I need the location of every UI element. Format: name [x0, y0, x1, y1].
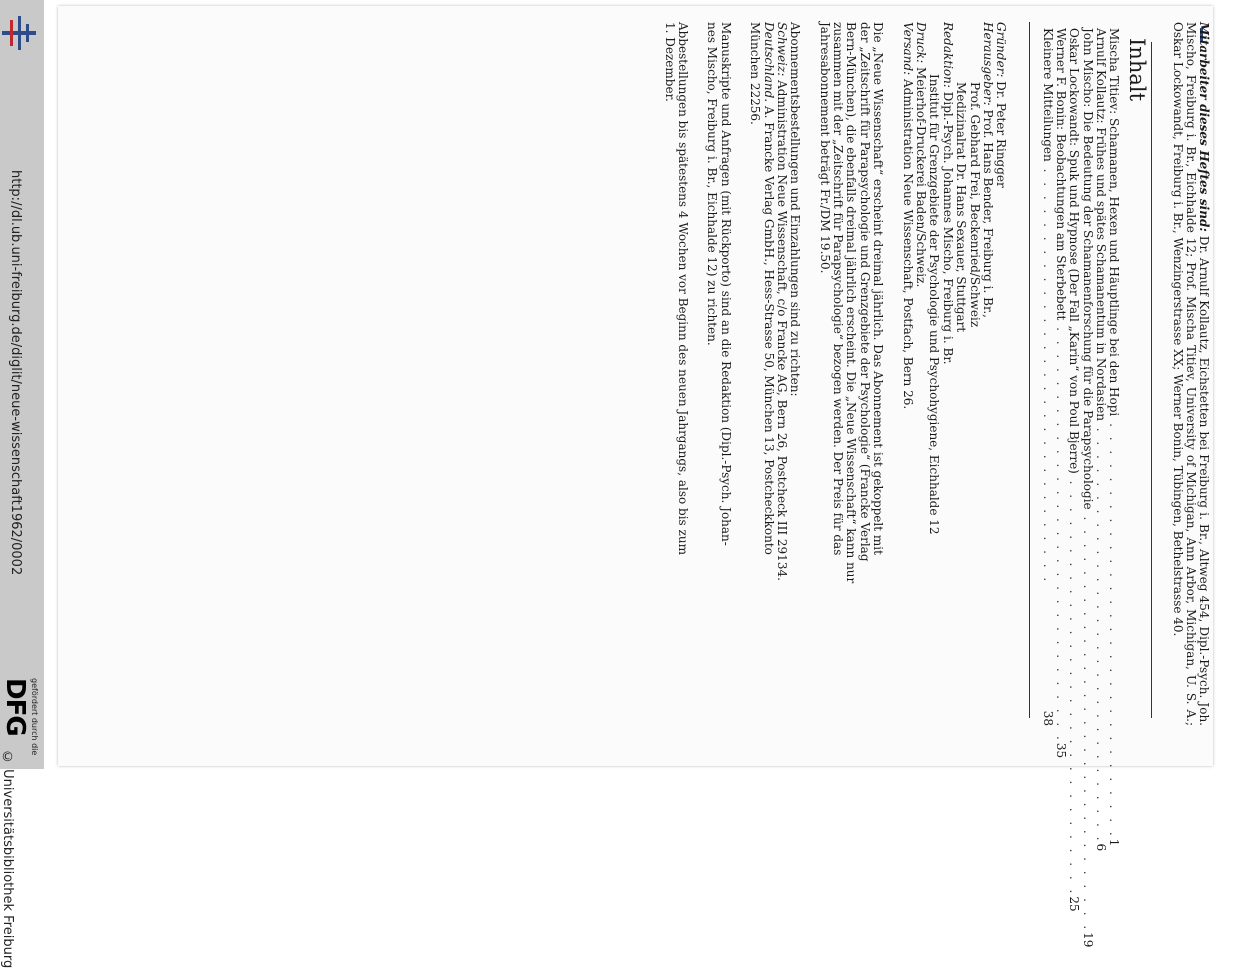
redaction-value: Institut für Grenzgebiete der Psychologie und Psychohygiene, Eichhalde 12: [927, 74, 942, 535]
toc-entry-title: Arnulf Kollautz: Frühes und spätes Schamanentum in Nordasien: [1093, 28, 1108, 421]
imprint-block: [900, 22, 1007, 726]
editor-line: [981, 22, 994, 726]
scanned-page: [58, 6, 1213, 948]
shipping-line: [900, 22, 913, 726]
contributors-lead: Mitarbeiter dieses Heftes sind:: [1197, 22, 1211, 232]
redaction-line: [940, 22, 953, 726]
contributors-paragraph: [1170, 22, 1210, 726]
toc-entry-page: 1: [1107, 838, 1122, 847]
payments-switzerland: [775, 22, 788, 726]
table-of-contents: [1040, 28, 1122, 948]
toc-entry-page: 25: [1067, 896, 1082, 912]
cancellation-line: 1. Dezember.: [662, 22, 677, 102]
print-label: Druck:: [914, 22, 929, 64]
toc-entry: [1040, 28, 1053, 726]
toc-entry: [1107, 28, 1122, 847]
toc-leader: . . . . . . . . . . . . . . . . . . . . . . . . . . . . . . .: [1093, 420, 1108, 844]
toc-entry: [1093, 28, 1108, 852]
divider-top: [1151, 42, 1152, 718]
payments-intro: Abonnementsbestellungen und Einzahlungen sind zu richten:: [788, 22, 803, 397]
toc-entry: [1054, 28, 1068, 759]
editor-value: Prof. Gebhard Frei, Beckenried/Schweiz: [967, 82, 982, 328]
print-value: Meierhof-Druckerei Baden/Schweiz.: [914, 66, 929, 288]
shipping-value: Administration Neue Wissenschaft, Postfach, Bern 26.: [900, 79, 915, 410]
toc-entry-page: 6: [1093, 843, 1108, 852]
toc-entry-title: Werner F. Bonin: Beobachtungen am Sterbebett: [1054, 28, 1068, 321]
subscription-line: zusammen mit der „Zeitschrift für Parapsychologie“ bezogen werden. Der Preis für das: [831, 22, 846, 556]
contributors-text: Dr. Arnulf Kollautz, Eichstetten bei Freiburg i. Br., Altweg 454, Dipl.-Psych. Joh. Mischo, Freiburg i. Br., Eichhalde 12; Prof. Mischa Titiev, University of Michigan, Ann Arbor, Michigan, U. S. A.; Oskar Lockowandt, Freiburg i. Br., Wenzingerstrasse XX; Werner Bonin, Tübingen, Bethelstrasse 40.: [1170, 22, 1211, 726]
library-credit: © Universitätsbibliothek Freiburg: [0, 750, 15, 968]
switzerland-label: Schweiz:: [774, 22, 789, 77]
toc-entry-page: 35: [1054, 742, 1068, 759]
subscription-line: Die „Neue Wissenschaft“ erscheint dreimal jährlich. Das Abonnement ist gekoppelt mit: [871, 22, 886, 555]
founder-label: Gründer:: [994, 22, 1009, 78]
cancellation-paragraph: [662, 22, 689, 726]
payments-germany: [761, 22, 774, 726]
toc-entry-title: Mischa Titiev: Schamanen, Hexen und Häuptlinge bei den Hopi: [1107, 28, 1122, 417]
editor-value: Medizinalrat Dr. Hans Sexauer, Stuttgart: [954, 82, 969, 333]
university-logo-icon: [0, 14, 40, 54]
toc-leader: . . . . . . . . . . . . . . . . . . . . . . . . . . . . . . .: [1054, 320, 1068, 743]
toc-entry-page: 38: [1040, 710, 1055, 726]
manuscripts-line: Manuskripte und Anfragen (mit Rückporto) sind an die Redaktion (Dipl.-Psych. Johan-: [718, 22, 733, 546]
rotated-page-content: [162, 6, 1252, 948]
funder-caption: gefördert durch die: [30, 678, 39, 756]
toc-entry-page: 19: [1080, 932, 1095, 948]
subscription-paragraph: [817, 22, 884, 726]
toc-leader: . . . . . . . . . . . . . . . . . . . . . . . . . . . . . . .: [1040, 161, 1055, 585]
toc-entry: [1080, 28, 1095, 948]
toc-leader: . . . . . . . . . . . . . . . . . . . . . . . . . . . . . . .: [1107, 416, 1122, 839]
cropped-header: [1224, 112, 1234, 726]
document-url[interactable]: http://dl.ub.uni-freiburg.de/diglit/neue-wissenschaft1962/0002: [8, 170, 23, 576]
germany-value: A. Francke Verlag GmbH., Hess-Strasse 50, München 13, Postcheckkonto: [761, 105, 776, 555]
print-line: [914, 22, 927, 726]
germany-value-cont: München 22256.: [748, 22, 763, 125]
toc-leader: . . . . . . . . . . . . . . . . . . . . . . . . . . . . . . .: [1067, 473, 1082, 897]
toc-title: Inhalt: [1125, 38, 1150, 102]
toc-leader: . . . . . . . . . . . . . . . . . . . . . . . . . . . . . . .: [1080, 509, 1095, 933]
subscription-line: Bern-München), die ebenfalls dreimal jährlich erscheint. Die „Neue Wissenschaft“ kann nur: [844, 22, 859, 584]
switzerland-value: Administration Neue Wissenschaft, c/o Francke AG, Bern 26, Postcheck III 29134.: [774, 80, 789, 581]
dfg-logo: [0, 676, 44, 769]
germany-label: Deutschland.: [761, 22, 776, 103]
toc-entry-title: John Mischo: Die Bedeutung der Schamanenforschung für die Parapsychologie: [1080, 28, 1095, 510]
toc-entry-title: Kleinere Mitteilungen: [1040, 28, 1055, 162]
redaction-value: Dipl.-Psych. Johannes Mischo, Freiburg i. Br.: [940, 91, 955, 365]
subscription-line: Jahresabonnement beträgt Fr./DM 19.50.: [817, 22, 832, 274]
editor-line: [954, 22, 967, 726]
editor-label: Herausgeber:: [981, 22, 996, 106]
toc-entry-title: Oskar Lockowandt: Spuk und Hypnose (Der Fall „Karin“ von Poul Bjerre): [1067, 28, 1082, 474]
founder-line: [994, 22, 1007, 726]
subscription-line: der „Zeitschrift für Parapsychologie und Grenzgebiete der Psychologie“ (Francke Verlag: [857, 22, 872, 562]
editor-value: Prof. Hans Bender, Freiburg i. Br.,: [981, 109, 996, 318]
divider-bottom: [1029, 22, 1030, 718]
payments-paragraph: [748, 22, 802, 726]
editor-line: [967, 22, 980, 726]
manuscripts-paragraph: [705, 22, 732, 726]
cancellation-line: Abbestellungen bis spätestens 4 Wochen vor Beginn des neuen Jahrgangs, also bis zum: [675, 22, 690, 555]
redaction-line: [927, 22, 940, 726]
toc-entry: [1067, 28, 1082, 912]
dfg-logo-text: DFG: [0, 678, 30, 736]
manuscripts-line: nes Mischo, Freiburg i. Br., Eichhalde 12) zu richten.: [705, 22, 720, 346]
shipping-label: Versand:: [900, 22, 915, 76]
founder-value: Dr. Peter Ringger: [994, 81, 1009, 188]
redaction-label: Redaktion:: [940, 22, 955, 88]
viewer-sidebar: [0, 0, 44, 968]
